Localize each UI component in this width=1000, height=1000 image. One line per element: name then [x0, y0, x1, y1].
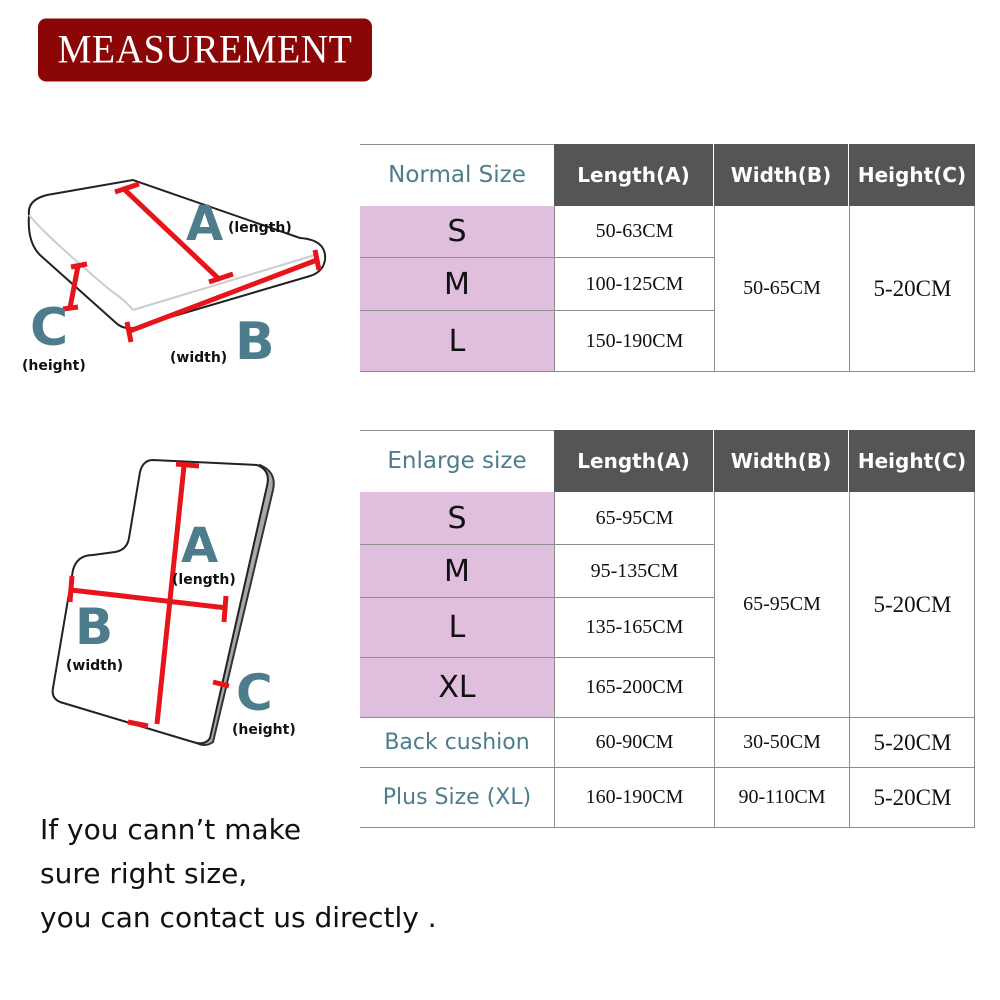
diagram1-c-label: (height): [22, 358, 86, 374]
enlarge-length-m: 95-135CM: [555, 545, 714, 598]
enlarge-length-l: 135-165CM: [555, 598, 714, 658]
diagram1-a-label: (length): [228, 220, 292, 236]
normal-header-height: Height(C): [849, 144, 975, 206]
diagram1-a-letter: A: [186, 196, 224, 252]
enlarge-size-s: S: [360, 492, 554, 545]
normal-length-m: 100-125CM: [555, 258, 714, 311]
enlarge-header-length: Length(A): [554, 430, 714, 492]
plus-size-label: Plus Size (XL): [360, 768, 554, 828]
normal-size-s: S: [360, 206, 554, 258]
normal-header-length: Length(A): [554, 144, 714, 206]
enlarge-width: 65-95CM: [715, 492, 849, 718]
diagram2-a-label: (length): [172, 572, 236, 588]
diagram2-a-letter: A: [181, 518, 219, 574]
diagram2-b-label: (width): [66, 658, 124, 674]
normal-length-l: 150-190CM: [555, 311, 714, 372]
enlarge-length-s: 65-95CM: [555, 492, 714, 545]
enlarge-height: 5-20CM: [850, 492, 975, 718]
normal-width: 50-65CM: [715, 206, 849, 372]
back-cushion-width: 30-50CM: [715, 718, 849, 768]
normal-length-s: 50-63CM: [555, 206, 714, 258]
diagram1-b-label: (width): [170, 350, 228, 366]
measurement-banner: MEASUREMENT: [38, 19, 372, 82]
note-line-2: sure right size,: [40, 857, 248, 890]
enlarge-length-xl: 165-200CM: [555, 658, 714, 718]
back-cushion-label: Back cushion: [360, 718, 554, 768]
enlarge-size-xl: XL: [360, 658, 554, 718]
diagram2-c-letter: C: [236, 664, 273, 722]
diagram2-b-letter: B: [75, 598, 114, 656]
note-line-1: If you cann’t make: [40, 813, 302, 846]
enlarge-size-l: L: [360, 598, 554, 658]
note-line-3: you can contact us directly .: [40, 901, 437, 934]
contact-note: [40, 808, 560, 940]
plus-size-length: 160-190CM: [555, 768, 714, 828]
back-cushion-height: 5-20CM: [850, 718, 975, 768]
diagram1-b-letter: B: [235, 312, 275, 372]
diagram1-c-letter: C: [30, 298, 69, 358]
plus-size-height: 5-20CM: [850, 768, 975, 828]
plus-size-width: 90-110CM: [715, 768, 849, 828]
enlarge-size-title: Enlarge size: [360, 431, 554, 491]
diagram2-c-label: (height): [232, 722, 296, 738]
back-cushion-length: 60-90CM: [555, 718, 714, 768]
normal-size-title: Normal Size: [360, 145, 554, 205]
normal-height: 5-20CM: [850, 206, 975, 372]
enlarge-size-m: M: [360, 545, 554, 598]
normal-header-width: Width(B): [714, 144, 849, 206]
normal-size-l: L: [360, 311, 554, 372]
enlarge-header-height: Height(C): [849, 430, 975, 492]
enlarge-header-width: Width(B): [714, 430, 849, 492]
normal-size-m: M: [360, 258, 554, 311]
